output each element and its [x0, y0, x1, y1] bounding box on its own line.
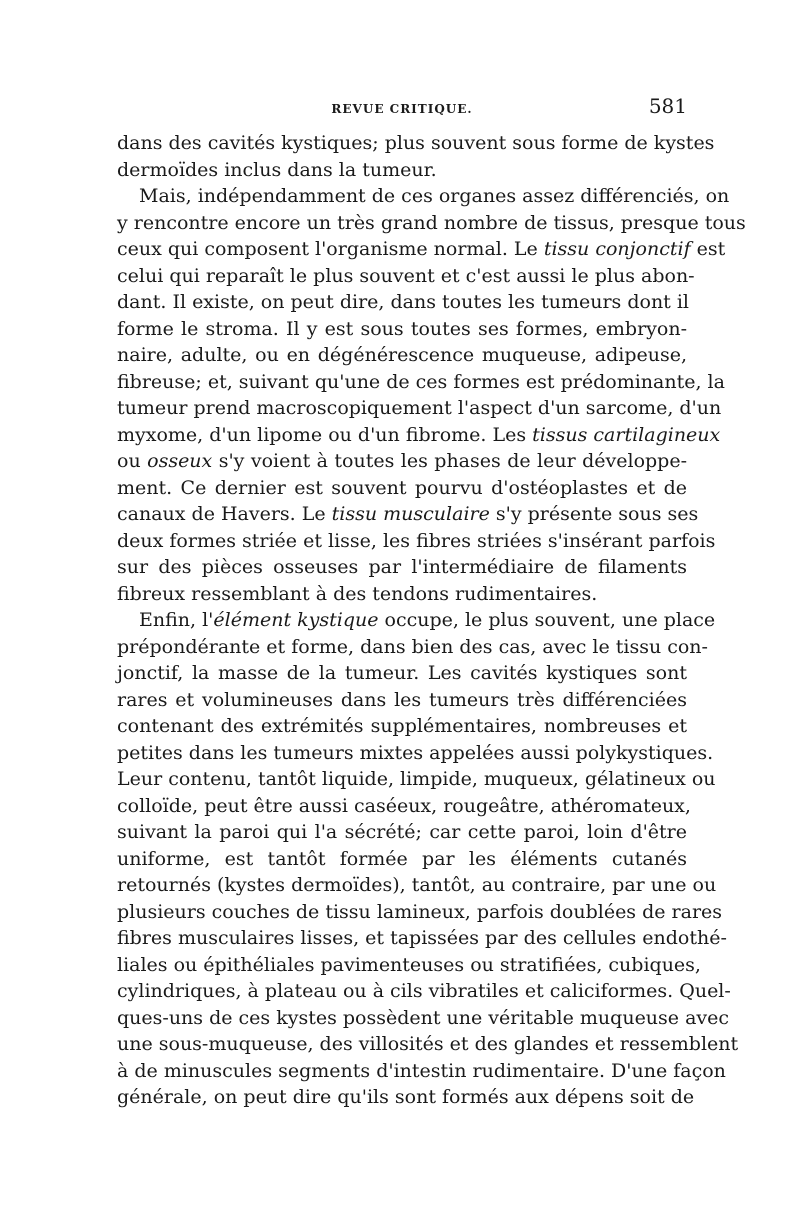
line-text: ques-uns de ces kystes possèdent une véritable muqueuse avec [117, 1006, 730, 1029]
text-line [117, 528, 716, 555]
text-line [117, 316, 687, 343]
text-line [117, 846, 687, 873]
line-text: dermoïdes inclus dans la tumeur. [117, 158, 437, 181]
line-text: Enfin, l' [139, 609, 214, 631]
text-line [117, 713, 687, 740]
line-text: deux formes striée et lisse, les fibres striées s'insérant parfois [117, 529, 716, 552]
page-number: 581 [648, 94, 687, 118]
line-text: cylindriques, à plateau ou à cils vibratiles et caliciformes. Quel- [117, 980, 731, 1002]
line-text: plusieurs couches de tissu lamineux, parfois doublées de rares [117, 900, 723, 923]
line-text: s'y présente sous ses [489, 503, 699, 525]
text-line [117, 554, 687, 581]
line-text: tumeur prend macroscopiquement l'aspect d'un sarcome, d'un [117, 397, 722, 419]
line-text: une sous-muqueuse, des villosités et des glandes et ressemblent [117, 1033, 739, 1055]
line-text: est [690, 238, 726, 260]
text-line [117, 952, 701, 979]
text-line [117, 581, 687, 608]
text-line [117, 395, 722, 422]
line-text: y rencontre encore un très grand nombre de tissus, presque tous [117, 211, 746, 234]
line-text: suivant la paroi qui l'a sécrété; car cette paroi, loin d'être [117, 821, 687, 843]
text-line [117, 475, 687, 502]
line-text: fibres musculaires lisses, et tapissées par des cellules endothé- [117, 927, 727, 949]
line-text: canaux de Havers. Le [117, 503, 332, 525]
text-line [117, 289, 690, 316]
line-text: sur des pièces osseuses par l'intermédiaire de filaments [117, 556, 687, 578]
line-text: petites dans les tumeurs mixtes appelées aussi polykystiques. [117, 741, 714, 764]
text-line [117, 978, 731, 1005]
line-text: retournés (kystes dermoïdes), tantôt, au contraire, par une ou [117, 874, 717, 896]
text-line [117, 422, 721, 449]
text-line [117, 793, 691, 820]
book-page [117, 92, 746, 1111]
line-text: fibreuse; et, suivant qu'une de ces formes est prédominante, la [117, 370, 725, 393]
text-line [117, 819, 687, 846]
line-text: contenant des extrémités supplémentaires, nombreuses et [117, 715, 687, 737]
line-text: dans des cavités kystiques; plus souvent sous forme de kystes [117, 132, 715, 154]
line-text: occupe, le plus souvent, une place [378, 609, 716, 631]
text-line [117, 1058, 726, 1085]
text-line [117, 899, 723, 926]
line-text: ceux qui composent l'organisme normal. Le [117, 238, 544, 260]
line-text: jonctif, la masse de la tumeur. Les cavités kystiques sont [117, 662, 687, 684]
line-text: colloïde, peut être aussi caséeux, rougeâtre, athéromateux, [117, 794, 691, 817]
text-line [117, 183, 730, 210]
italic-term: tissus cartilagineux [532, 423, 721, 446]
text-line [117, 130, 715, 157]
text-line [117, 687, 687, 714]
line-text: rares et volumineuses dans les tumeurs très différenciées [117, 688, 687, 711]
text-line [117, 157, 687, 184]
text-line [117, 634, 708, 661]
line-text: fibreux ressemblant à des tendons rudimentaires. [117, 582, 598, 605]
text-line [117, 740, 714, 767]
line-text: celui qui reparaît le plus souvent et c'est aussi le plus abon- [117, 264, 695, 287]
line-text: uniforme, est tantôt formée par les éléments cutanés [117, 847, 687, 870]
text-line [117, 607, 716, 634]
line-text: générale, on peut dire qu'ils sont formés aux dépens soit de [117, 1086, 695, 1108]
italic-term: osseux [147, 450, 213, 472]
line-text: à de minuscules segments d'intestin rudimentaire. D'une façon [117, 1059, 726, 1082]
text-line [117, 1031, 739, 1058]
text-line [117, 501, 699, 528]
line-text: liales ou épithéliales pavimenteuses ou stratifiées, cubiques, [117, 953, 701, 976]
line-text: ment. Ce dernier est souvent pourvu d'ostéoplastes et de [117, 476, 687, 499]
body-text [117, 130, 746, 1111]
text-line [117, 210, 746, 237]
text-line [117, 872, 717, 899]
text-line [117, 1005, 730, 1032]
line-text: prépondérante et forme, dans bien des cas, avec le tissu con- [117, 635, 708, 658]
italic-term: élément kystique [213, 609, 379, 631]
text-line [117, 448, 687, 475]
line-text: s'y voient à toutes les phases de leur développe- [212, 450, 688, 472]
text-line [117, 660, 687, 687]
running-head: REVUE CRITIQUE. [331, 102, 473, 116]
text-line [117, 236, 726, 263]
text-line [117, 925, 727, 952]
line-text: Leur contenu, tantôt liquide, limpide, muqueux, gélatineux ou [117, 768, 716, 790]
italic-term: tissu conjonctif [543, 238, 691, 260]
line-text: ou [117, 450, 148, 472]
text-line [117, 766, 716, 793]
italic-term: tissu musculaire [331, 503, 490, 525]
line-text: myxome, d'un lipome ou d'un fibrome. Les [117, 423, 533, 446]
text-line [117, 263, 695, 290]
text-line [117, 1084, 695, 1111]
line-text: Mais, indépendamment de ces organes assez différenciés, on [139, 185, 730, 207]
text-line [117, 342, 687, 369]
text-line [117, 369, 725, 396]
line-text: dant. Il existe, on peut dire, dans toutes les tumeurs dont il [117, 291, 690, 313]
line-text: forme le stroma. Il y est sous toutes ses formes, embryon- [117, 317, 687, 340]
line-text: naire, adulte, ou en dégénérescence muqueuse, adipeuse, [117, 344, 687, 366]
page-header [117, 92, 687, 120]
